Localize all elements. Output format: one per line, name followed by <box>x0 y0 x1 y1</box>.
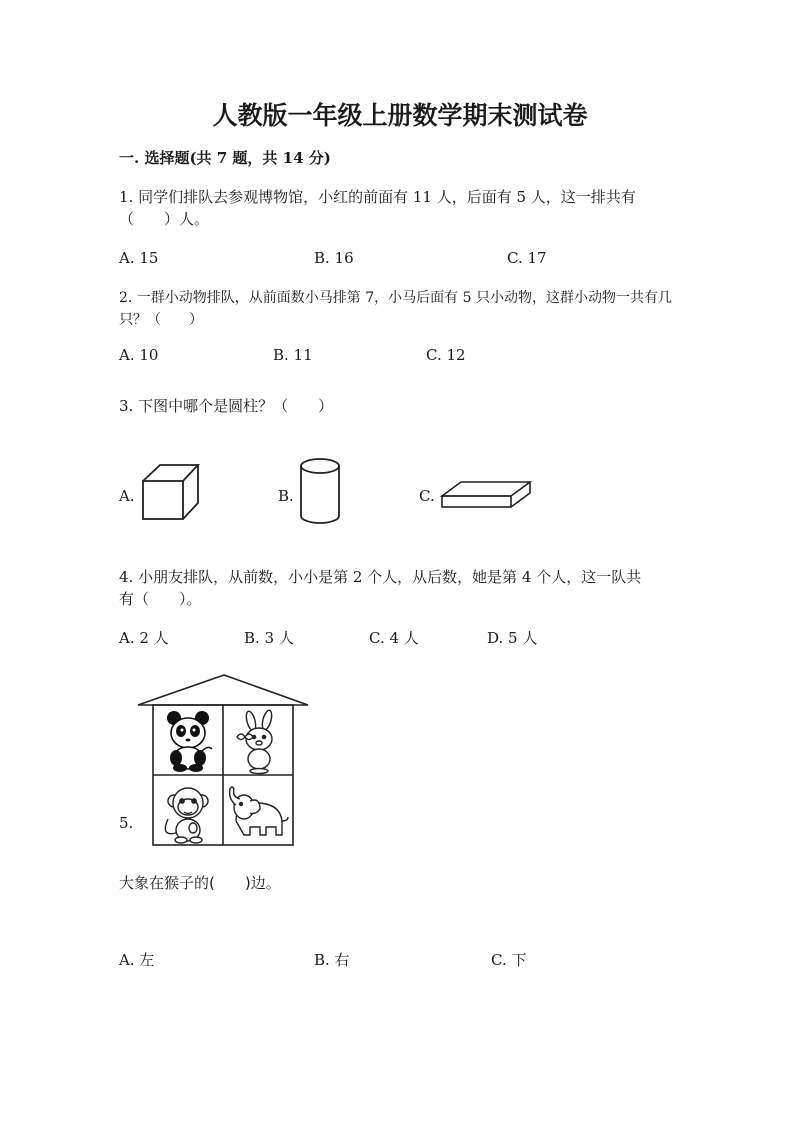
panda-icon <box>167 711 212 772</box>
question-2-line-2: 只？（ ） <box>119 312 203 328</box>
question-4-line-2: 有（ ）。 <box>119 590 202 608</box>
question-3-option-c[interactable]: C. <box>419 487 435 505</box>
rabbit-icon <box>237 709 273 773</box>
question-5-option-a[interactable]: A. 左 <box>119 951 155 969</box>
question-2-option-b[interactable]: B. 11 <box>273 346 313 364</box>
question-4-line-1: 4. 小朋友排队，从前数，小小是第 2 个人，从后数，她是第 4 个人，这一队共 <box>119 568 642 586</box>
section-heading: 一. 选择题(共 7 题，共 14 分) <box>119 149 331 167</box>
question-5-number: 5. <box>119 814 134 832</box>
question-4-option-d[interactable]: D. 5 人 <box>487 629 538 647</box>
question-3-option-a[interactable]: A. <box>119 487 135 505</box>
question-1-option-a[interactable]: A. 15 <box>119 249 159 267</box>
question-2-line-1: 2. 一群小动物排队，从前面数小马排第 7，小马后面有 5 只小动物，这群小动物一共有几 <box>119 290 672 306</box>
question-3-line-1: 3. 下图中哪个是圆柱？（ ） <box>119 397 334 415</box>
question-1-line-1: 1. 同学们排队去参观博物馆，小红的前面有 11 人，后面有 5 人，这一排共有 <box>119 188 636 206</box>
question-1-option-b[interactable]: B. 16 <box>314 249 354 267</box>
question-1-line-2: （ ）人。 <box>119 210 210 228</box>
question-4-option-c[interactable]: C. 4 人 <box>369 629 419 647</box>
elephant-icon <box>230 787 288 835</box>
flat-cuboid-icon <box>439 479 533 511</box>
cylinder-icon <box>299 457 343 527</box>
monkey-icon <box>165 788 208 843</box>
question-4-option-a[interactable]: A. 2 人 <box>119 629 169 647</box>
page-title: 人教版一年级上册数学期末测试卷 <box>212 101 588 130</box>
question-2-option-c[interactable]: C. 12 <box>426 346 466 364</box>
question-4-option-b[interactable]: B. 3 人 <box>244 629 294 647</box>
question-5-option-b[interactable]: B. 右 <box>314 951 350 969</box>
question-3-option-b[interactable]: B. <box>278 487 294 505</box>
animal-house-icon <box>136 673 312 849</box>
cube-icon <box>140 462 202 522</box>
question-5-stem: 大象在猴子的( )边。 <box>119 874 281 892</box>
question-5-option-c[interactable]: C. 下 <box>491 951 527 969</box>
question-1-option-c[interactable]: C. 17 <box>507 249 547 267</box>
question-2-option-a[interactable]: A. 10 <box>119 346 159 364</box>
